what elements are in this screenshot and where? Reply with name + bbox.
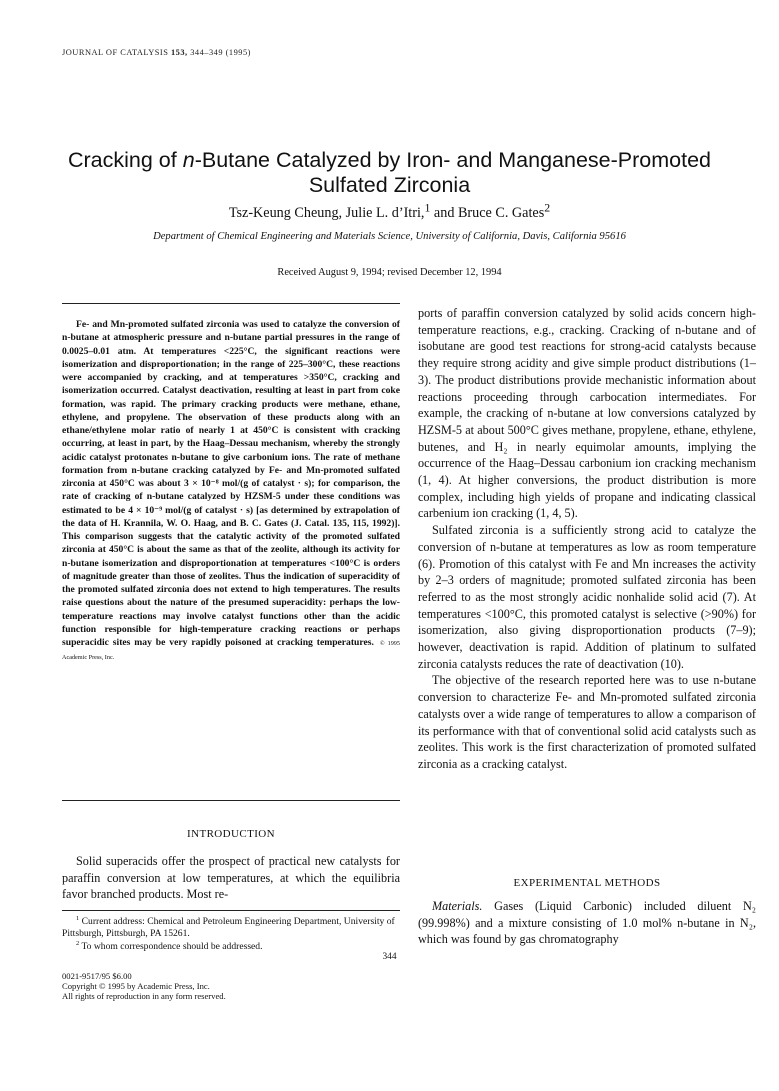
- title-line2: Sulfated Zirconia: [308, 173, 471, 197]
- title-line1-italic: n: [182, 148, 195, 172]
- footnote-2-text: To whom correspondence should be addressed.: [79, 941, 263, 952]
- experimental-methods-heading: EXPERIMENTAL METHODS: [513, 877, 661, 889]
- footnote-2-mark: 2: [76, 939, 80, 947]
- right-paragraph-1: ports of paraffin conversion catalyzed by solid acids concern high-temperature reactions, e.g., cracking. Cracking of n-butane and of isobutane are good test reactions for strong-acid catalysts because they require strong acidity and give simple product distributions (1–3). The product distributions provide mechanistic information about reactions proceeding through carbocation intermediates. For example, the cracking of n-butane at low conversions catalyzed by HZSM-5 at about 500°C gives methane, propylene, ethane, ethylene, butenes, and H₂ in nearly equimolar amounts, implying the occurrence of the Haag–Dessau carbonium ion cracking mechanism (1, 4). At higher conversions, the product distribution is more complex, including high yields of propane and indicating classical carbenium ion cracking (1, 4, 5).: [418, 306, 756, 521]
- abstract-top-rule: [62, 303, 400, 304]
- journal-volume: 153,: [170, 48, 188, 57]
- footnote-1: [62, 916, 400, 940]
- title-line1-post: -Butane Catalyzed by Iron- and Manganese-Promoted: [194, 148, 711, 172]
- authors-and: and Bruce C. Gates: [430, 205, 545, 221]
- introduction-heading: INTRODUCTION: [187, 828, 275, 840]
- abstract-bottom-rule: [62, 800, 400, 801]
- author-list: [0, 200, 779, 222]
- publisher-copyright: Copyright © 1995 by Academic Press, Inc.: [62, 981, 210, 991]
- right-paragraph-2: Sulfated zirconia is a sufficiently strong acid to catalyze the conversion of n-butane at temperatures as low as room temperature (6). Promotion of this catalyst with Fe and Mn increases the activity by 2–3 orders of magnitude; promoted sulfated zirconia has been referred to as the most strongly acidic nonhalide solid acid (7). At temperatures <100°C, this promoted catalyst is selective (>90%) for isomerization, also giving disproportionation products (7–9); however, deactivation is rapid. Addition of platinum to sulfated zirconia catalysts reduces the rate of deactivation (10).: [418, 523, 756, 671]
- affiliation: Department of Chemical Engineering and Materials Science, University of California, Davis, California 95616: [153, 231, 626, 242]
- abstract-text: Fe- and Mn-promoted sulfated zirconia was used to catalyze the conversion of n-butane at atmospheric pressure and n-butane partial pressures in the range of 0.0025–0.01 atm. At temperatures <225°C, the significant reactions were isomerization and disproportionation; in the range of 225–300°C, these reactions were accompanied by cracking, and at temperatures >350°C, cracking and isomerization occurred. Catalyst deactivation, resulting at least in part from coke formation, was rapid. The primary cracking products were methane, ethane, ethylene, and propylene. The observation of these products along with an ethane/ethylene molar ratio of nearly 1 at 450°C is consistent with cracking occurring, at least in part, by the Haag–Dessau mechanism, whereby the strongly acidic catalyst protonates n-butane to give carbonium ions. The rate of methane formation from n-butane cracking catalyzed by Fe- and Mn-promoted sulfated zirconia at 450°C was about 3 × 10⁻⁸ mol/(g of catalyst · s); for comparison, the rate of cracking of n-butane catalyzed by HZSM-5 under these conditions was estimated to be 4 × 10⁻⁹ mol/(g of catalyst · s) [as determined by extrapolation of the data of H. Krannila, W. O. Haag, and B. C. Gates (J. Catal. 135, 115, 1992)]. This comparison suggests that the catalytic activity of the promoted sulfated zirconia at 450°C is about the same as that of the zeolite, although its activity for n-butane isomerization and disproportionation at temperatures <100°C is orders of magnitude greater than those of zeolites. Thus the indication of superacidity of the promoted sulfated zirconia does not extend to high temperatures. The results raise questions about the nature of the presumed superacidity: perhaps the low-temperature reactions may involve catalyst functions other than the acidic function responsible for high-temperature cracking reactions or perhaps superacidic sites may be very rapidly poisoned at cracking temperatures.: [62, 319, 400, 648]
- paper-title: [0, 148, 779, 198]
- footnote-1-text: Current address: Chemical and Petroleum Engineering Department, University of Pittsburgh, Pittsburgh, PA 15261.: [62, 916, 395, 940]
- received-dates: Received August 9, 1994; revised December 12, 1994: [277, 267, 502, 278]
- right-column: [418, 305, 756, 773]
- rights-statement: All rights of reproduction in any form reserved.: [62, 991, 226, 1001]
- introduction-text: Solid superacids offer the prospect of practical new catalysts for paraffin conversion at low temperatures, at which the equilibria favor branched products. Most re-: [62, 854, 400, 902]
- footnote-rule: [62, 910, 400, 911]
- journal-pages-year: 344–349 (1995): [190, 48, 251, 57]
- right-paragraph-3: The objective of the research reported here was to use n-butane conversion to characterize Fe- and Mn-promoted sulfated zirconia catalysts over a wide range of temperatures to allow a comparison of its performance with that of conventional solid acid catalysts such as zeolites. This work is the first characterization of promoted sulfated zirconia as a cracking catalyst.: [418, 673, 756, 771]
- materials-label: Materials.: [432, 899, 483, 913]
- author-footnote-mark-1: 1: [424, 200, 431, 215]
- title-line1-pre: Cracking of: [68, 148, 183, 172]
- abstract-copyright: © 1995 Academic Press, Inc.: [62, 640, 400, 662]
- journal-name: JOURNAL OF CATALYSIS: [62, 48, 169, 57]
- materials-paragraph: [418, 898, 756, 948]
- abstract: [62, 318, 400, 665]
- issn-price: 0021-9517/95 $6.00: [62, 971, 132, 981]
- footnote-1-mark: 1: [76, 914, 80, 922]
- authors-text: Tsz-Keung Cheung, Julie L. d’Itri,: [228, 205, 425, 221]
- page-number: 344: [382, 952, 397, 962]
- journal-header: [62, 48, 251, 57]
- materials-text: Gases (Liquid Carbonic) included diluent N₂ (99.998%) and a mixture consisting of 1.0 mol% n-butane in N₂, which was found by gas chromatography: [418, 899, 756, 947]
- author-footnote-mark-2: 2: [544, 200, 551, 215]
